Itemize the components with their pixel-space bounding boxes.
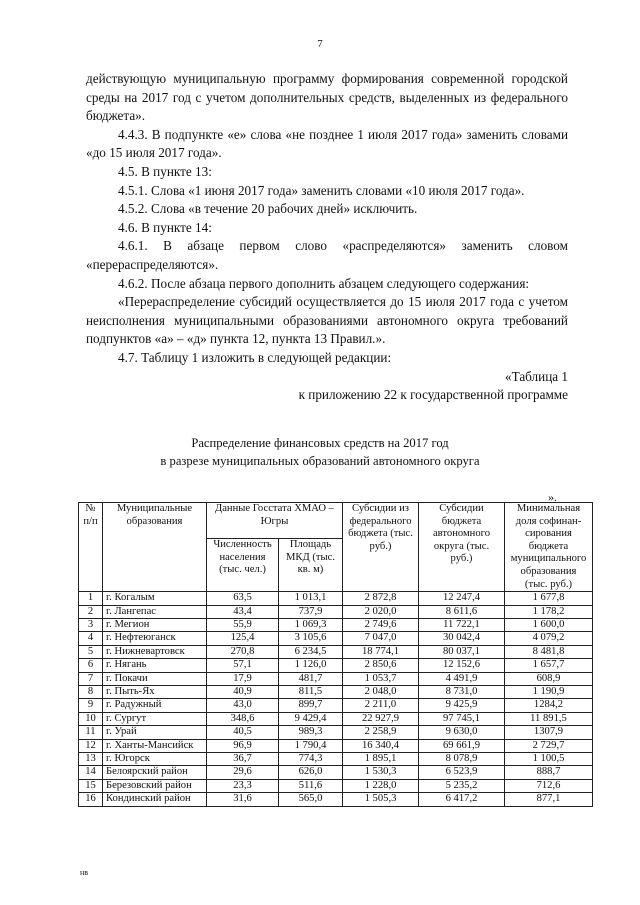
- cell-num: 12: [79, 739, 103, 752]
- cell-name: г. Нефтеюганск: [103, 632, 207, 645]
- cell-name: г. Радужный: [103, 699, 207, 712]
- table-row: [79, 672, 593, 685]
- cell-name: г. Покачи: [103, 672, 207, 685]
- body-text: [86, 70, 568, 405]
- paragraph: действующую муниципальную программу формирования современной городской среды на 2017 год с учетом дополнительных средств, выделенных из федерального бюджета».: [86, 71, 568, 124]
- table-row: [79, 712, 593, 725]
- cell-num: 8: [79, 686, 103, 699]
- cell-pop: 31,6: [207, 793, 279, 806]
- cell-name: Белоярский район: [103, 766, 207, 779]
- cell-dist: 80 037,1: [419, 645, 505, 658]
- paragraph: 4.7. Таблицу 1 изложить в следующей редакции:: [118, 349, 392, 365]
- cell-cof: 1307,9: [505, 726, 593, 739]
- cell-num: 3: [79, 618, 103, 631]
- cell-name: г. Пыть-Ях: [103, 686, 207, 699]
- table-reference: к приложению 22 к государственной программе: [298, 387, 568, 403]
- table-row: [79, 605, 593, 618]
- header-num: № п/п: [79, 503, 103, 592]
- cell-pop: 40,5: [207, 726, 279, 739]
- cell-fed: 2 048,0: [343, 686, 419, 699]
- header-federal: Субсидии из федерального бюджета (тыс. руб.): [343, 503, 419, 592]
- cell-pop: 17,9: [207, 672, 279, 685]
- table-title: [0, 434, 640, 470]
- cell-num: 11: [79, 726, 103, 739]
- cell-area: 811,5: [279, 686, 343, 699]
- cell-num: 5: [79, 645, 103, 658]
- cell-dist: 8 611,6: [419, 605, 505, 618]
- table-row: [79, 645, 593, 658]
- cell-dist: 4 491,9: [419, 672, 505, 685]
- cell-cof: 1 100,5: [505, 753, 593, 766]
- cell-pop: 348,6: [207, 712, 279, 725]
- header-gosstat: Данные Госстата ХМАО – Югры: [207, 503, 343, 539]
- cell-dist: 9 425,9: [419, 699, 505, 712]
- cell-area: 9 429,4: [279, 712, 343, 725]
- table-row: [79, 592, 593, 605]
- cell-area: 511,6: [279, 779, 343, 792]
- table-body: [79, 592, 593, 807]
- cell-cof: 712,6: [505, 779, 593, 792]
- cell-name: г. Лангепас: [103, 605, 207, 618]
- title-line: Распределение финансовых средств на 2017 год: [191, 436, 449, 450]
- cell-pop: 96,9: [207, 739, 279, 752]
- cell-fed: 1 895,1: [343, 753, 419, 766]
- cell-fed: 2 211,0: [343, 699, 419, 712]
- cell-fed: 16 340,4: [343, 739, 419, 752]
- table-row: [79, 686, 593, 699]
- cell-fed: 18 774,1: [343, 645, 419, 658]
- table-row: [79, 632, 593, 645]
- cell-area: 565,0: [279, 793, 343, 806]
- cell-cof: 1284,2: [505, 699, 593, 712]
- table-row: [79, 659, 593, 672]
- paragraph: 4.6. В пункте 14:: [118, 219, 212, 235]
- header-population: Численность населения (тыс. чел.): [207, 538, 279, 591]
- table-row: [79, 726, 593, 739]
- cell-num: 9: [79, 699, 103, 712]
- finance-table: [78, 502, 593, 807]
- title-line: в разрезе муниципальных образований автономного округа: [160, 454, 480, 468]
- paragraph: 4.4.3. В подпункте «е» слова «не позднее 1 июля 2017 года» заменить словами «до 15 июля 2017 года».: [86, 126, 568, 161]
- cell-pop: 29,6: [207, 766, 279, 779]
- closing-quote: ».: [548, 490, 557, 504]
- cell-name: г. Нижневартовск: [103, 645, 207, 658]
- cell-pop: 63,5: [207, 592, 279, 605]
- cell-fed: 1 053,7: [343, 672, 419, 685]
- cell-cof: 888,7: [505, 766, 593, 779]
- cell-area: 1 069,3: [279, 618, 343, 631]
- cell-cof: 608,9: [505, 672, 593, 685]
- cell-pop: 40,9: [207, 686, 279, 699]
- paragraph: 4.6.1. В абзаце первом слово «распределяются» заменить словом «перераспределяются».: [86, 238, 568, 272]
- cell-num: 14: [79, 766, 103, 779]
- table-reference: «Таблица 1: [505, 368, 568, 384]
- cell-name: г. Нягань: [103, 659, 207, 672]
- header-area: Площадь МКД (тыс. кв. м): [279, 538, 343, 591]
- cell-dist: 69 661,9: [419, 739, 505, 752]
- cell-fed: 1 505,3: [343, 793, 419, 806]
- cell-name: г. Югорск: [103, 753, 207, 766]
- cell-dist: 5 235,2: [419, 779, 505, 792]
- cell-area: 481,7: [279, 672, 343, 685]
- cell-area: 3 105,6: [279, 632, 343, 645]
- page-number: 7: [317, 38, 323, 50]
- cell-cof: 1 178,2: [505, 605, 593, 618]
- cell-area: 774,3: [279, 753, 343, 766]
- cell-num: 6: [79, 659, 103, 672]
- cell-name: г. Когалым: [103, 592, 207, 605]
- table-row: [79, 618, 593, 631]
- cell-pop: 43,4: [207, 605, 279, 618]
- cell-cof: 2 729,7: [505, 739, 593, 752]
- cell-dist: 11 722,1: [419, 618, 505, 631]
- paragraph: 4.6.2. После абзаца первого дополнить абзацем следующего содержания:: [118, 275, 530, 291]
- cell-name: г. Урай: [103, 726, 207, 739]
- cell-pop: 125,4: [207, 632, 279, 645]
- cell-dist: 6 523,9: [419, 766, 505, 779]
- table-row: [79, 779, 593, 792]
- cell-cof: 877,1: [505, 793, 593, 806]
- table-row: [79, 753, 593, 766]
- cell-area: 899,7: [279, 699, 343, 712]
- table-row: [79, 766, 593, 779]
- cell-cof: 8 481,8: [505, 645, 593, 658]
- cell-name: г. Сургут: [103, 712, 207, 725]
- cell-fed: 7 047,0: [343, 632, 419, 645]
- cell-dist: 12 152,6: [419, 659, 505, 672]
- cell-pop: 55,9: [207, 618, 279, 631]
- cell-area: 1 013,1: [279, 592, 343, 605]
- cell-cof: 4 079,2: [505, 632, 593, 645]
- cell-name: Березовский район: [103, 779, 207, 792]
- header-district: Субсидии бюджета автономного округа (тыс. руб.): [419, 503, 505, 592]
- cell-area: 737,9: [279, 605, 343, 618]
- cell-pop: 270,8: [207, 645, 279, 658]
- cell-fed: 1 530,3: [343, 766, 419, 779]
- cell-dist: 9 630,0: [419, 726, 505, 739]
- cell-cof: 1 657,7: [505, 659, 593, 672]
- cell-num: 13: [79, 753, 103, 766]
- table-row: [79, 793, 593, 806]
- cell-num: 4: [79, 632, 103, 645]
- table-row: [79, 699, 593, 712]
- cell-cof: 11 891,5: [505, 712, 593, 725]
- cell-area: 989,3: [279, 726, 343, 739]
- footer-mark: нв: [80, 868, 89, 877]
- paragraph: 4.5.2. Слова «в течение 20 рабочих дней» исключить.: [118, 201, 418, 217]
- cell-num: 2: [79, 605, 103, 618]
- cell-pop: 57,1: [207, 659, 279, 672]
- cell-area: 6 234,5: [279, 645, 343, 658]
- cell-dist: 8 078,9: [419, 753, 505, 766]
- cell-num: 10: [79, 712, 103, 725]
- cell-fed: 22 927,9: [343, 712, 419, 725]
- cell-area: 1 790,4: [279, 739, 343, 752]
- cell-area: 626,0: [279, 766, 343, 779]
- header-cofinancing: Минимальная доля софинан-сирования бюджета муниципального образования (тыс. руб.): [505, 503, 593, 592]
- header-municipality: Муниципальные образования: [103, 503, 207, 592]
- cell-cof: 1 600,0: [505, 618, 593, 631]
- cell-dist: 6 417,2: [419, 793, 505, 806]
- paragraph: «Перераспределение субсидий осуществляется до 15 июля 2017 года с учетом неисполнения муниципальными образованиями автономного округа требований подпунктов «а» – «д» пункта 12, пункта 13 Правил.».: [86, 294, 568, 347]
- cell-fed: 2 020,0: [343, 605, 419, 618]
- cell-name: г. Ханты-Мансийск: [103, 739, 207, 752]
- cell-fed: 1 228,0: [343, 779, 419, 792]
- cell-dist: 8 731,0: [419, 686, 505, 699]
- cell-name: Кондинский район: [103, 793, 207, 806]
- cell-fed: 2 872,8: [343, 592, 419, 605]
- cell-num: 16: [79, 793, 103, 806]
- paragraph: 4.5.1. Слова «1 июня 2017 года» заменить словами «10 июля 2017 года».: [118, 182, 525, 198]
- paragraph: 4.5. В пункте 13:: [118, 163, 212, 179]
- cell-pop: 36,7: [207, 753, 279, 766]
- table-row: [79, 739, 593, 752]
- cell-cof: 1 677,8: [505, 592, 593, 605]
- cell-pop: 23,3: [207, 779, 279, 792]
- cell-dist: 12 247,4: [419, 592, 505, 605]
- cell-num: 15: [79, 779, 103, 792]
- cell-area: 1 126,0: [279, 659, 343, 672]
- cell-fed: 2 749,6: [343, 618, 419, 631]
- cell-num: 7: [79, 672, 103, 685]
- cell-cof: 1 190,9: [505, 686, 593, 699]
- cell-dist: 97 745,1: [419, 712, 505, 725]
- cell-pop: 43,0: [207, 699, 279, 712]
- cell-fed: 2 258,9: [343, 726, 419, 739]
- cell-dist: 30 042,4: [419, 632, 505, 645]
- cell-fed: 2 850,6: [343, 659, 419, 672]
- cell-num: 1: [79, 592, 103, 605]
- cell-name: г. Мегион: [103, 618, 207, 631]
